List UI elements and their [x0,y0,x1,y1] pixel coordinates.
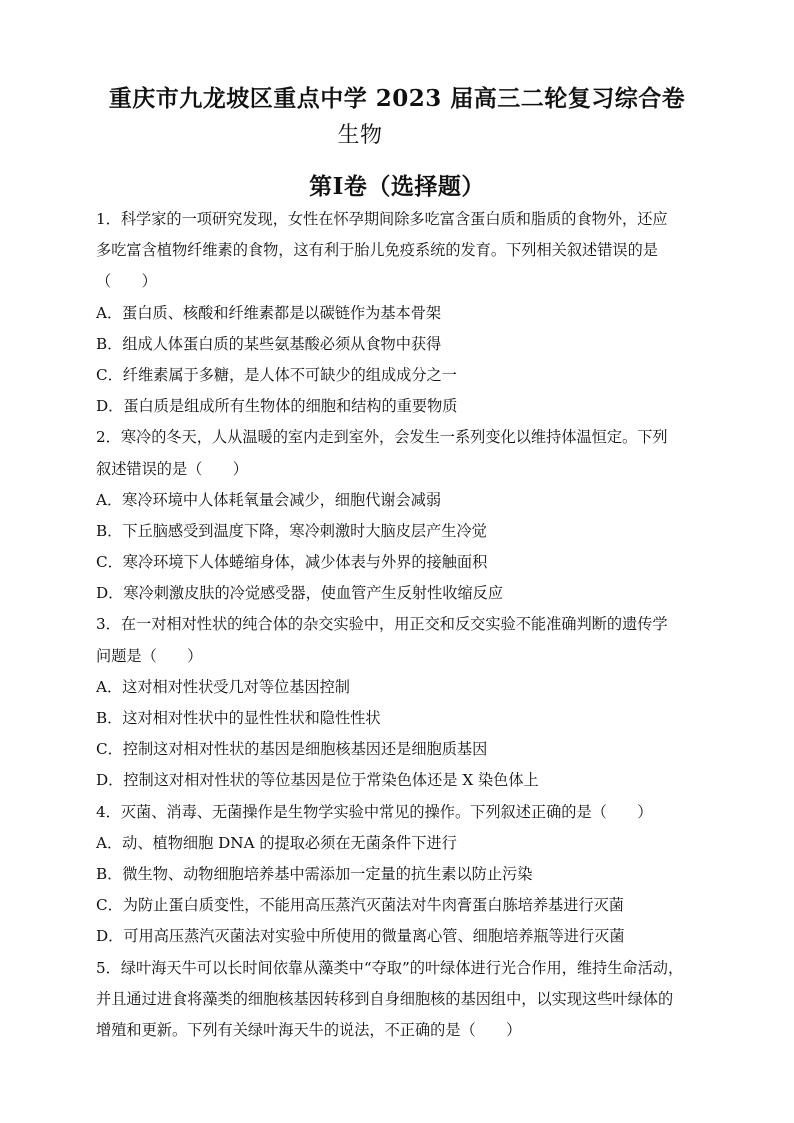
option-b: B．下丘脑感受到温度下降，寒冷刺激时大脑皮层产生冷觉 [96,521,487,540]
option-c: C．纤维素属于多糖，是人体不可缺少的组成成分之一 [96,365,457,384]
subject-title: 生物 [337,123,383,148]
option-c: C．控制这对相对性状的基因是细胞核基因还是细胞质基因 [96,740,488,759]
option-b: B．微生物、动物细胞培养基中需添加一定量的抗生素以防止污染 [96,864,533,883]
question-4 [96,797,700,953]
option-a: A．这对相对性状受几对等位基因控制 [96,677,350,696]
option-d: D．控制这对相对性状的等位基因是位于常染色体还是 X 染色体上 [96,771,539,790]
question-stem-line: 多吃富含植物纤维素的食物，这有利于胎儿免疫系统的发育。下列相关叙述错误的是 [96,241,658,260]
question-1 [96,204,700,422]
question-stem-line: 1．科学家的一项研究发现，女性在怀孕期间除多吃富含蛋白质和脂质的食物外，还应 [96,210,668,228]
question-stem-line: （ ） [96,272,157,291]
question-stem-line: 问题是（ ） [96,646,203,665]
option-d: D．寒冷刺激皮肤的冷觉感受器，使血管产生反射性收缩反应 [96,584,504,603]
question-stem-line: 4．灭菌、消毒、无菌操作是生物学实验中常见的操作。下列叙述正确的是（ ） [96,802,653,821]
option-a: A．寒冷环境中人体耗氧量会减少，细胞代谢会减弱 [96,490,442,509]
question-2 [96,422,700,609]
question-3 [96,609,700,796]
question-stem-line: 2．寒冷的冬天，人从温暖的室内走到室外，会发生一系列变化以维持体温恒定。下列 [96,428,668,447]
option-b: B．组成人体蛋白质的某些氨基酸必须从食物中获得 [96,334,442,353]
exam-title: 重庆市九龙坡区重点中学 2023 届高三二轮复习综合卷 [108,85,686,112]
question-5 [96,953,700,1047]
option-b: B．这对相对性状中的显性性状和隐性性状 [96,709,381,727]
questions-container [96,204,700,1046]
question-stem-line: 3．在一对相对性状的纯合体的杂交实验中，用正交和反交实验不能准确判断的遗传学 [96,615,668,634]
option-d: D．蛋白质是组成所有生物体的细胞和结构的重要物质 [96,397,458,416]
option-c: C．寒冷环境下人体蜷缩身体，减少体表与外界的接触面积 [96,553,488,572]
question-stem-line: 叙述错误的是（ ） [96,459,248,478]
section-title: 第Ⅰ卷（选择题） [309,173,485,200]
option-d: D．可用高压蒸汽灭菌法对实验中所使用的微量离心管、细胞培养瓶等进行灭菌 [96,927,625,946]
option-a: A．动、植物细胞 DNA 的提取必须在无菌条件下进行 [96,833,457,852]
question-stem-line: 5．绿叶海天牛可以长时间依靠从藻类中“夺取”的叶绿体进行光合作用，维持生命活动， [96,958,684,977]
option-c: C．为防止蛋白质变性，不能用高压蒸汽灭菌法对牛肉膏蛋白胨培养基进行灭菌 [96,896,624,915]
question-stem-line: 增殖和更新。下列有关绿叶海天牛的说法，不正确的是（ ） [96,1020,522,1039]
question-stem-line: 并且通过进食将藻类的细胞核基因转移到自身细胞核的基因组中，以实现这些叶绿体的 [96,989,674,1008]
option-a: A．蛋白质、核酸和纤维素都是以碳链作为基本骨架 [96,303,442,322]
